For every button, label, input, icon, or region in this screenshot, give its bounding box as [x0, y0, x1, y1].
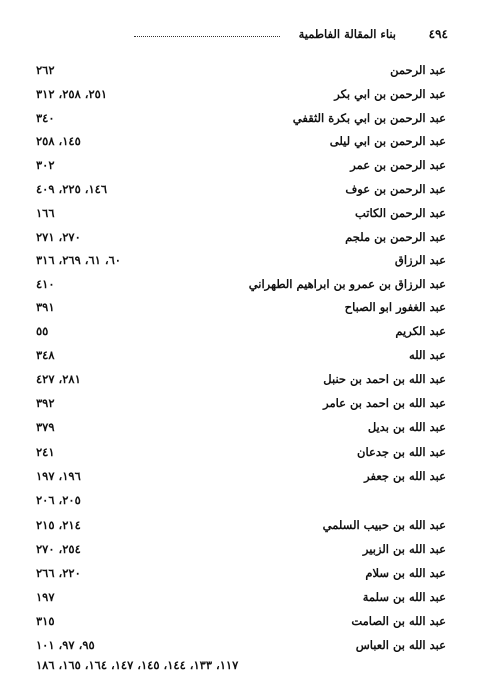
entry-page-numbers: ١١٧، ١٣٣، ١٤٤، ١٤٥، ١٤٧، ١٦٤، ١٦٥، ١٨٦ [36, 658, 239, 672]
entry-page-numbers: ٢٥١، ٢٥٨، ٣١٢ [36, 87, 108, 101]
entry-name: عبد الرحمن [390, 63, 446, 77]
running-title: بناء المقالة الفاطمية [298, 27, 396, 41]
entry-name: عبد الله [408, 348, 446, 362]
entry-page-numbers: ٥٥ [36, 324, 49, 338]
entry-page-numbers: ٣٧٩ [36, 420, 55, 434]
entry-name: عبد الله بن سلمة [362, 590, 446, 604]
entry-page-numbers: ٣٩٢ [36, 396, 55, 410]
index-entry [36, 253, 446, 271]
entry-name: عبد الرحمن بن عوف [345, 182, 446, 196]
index-entry [36, 182, 446, 200]
index-entry [36, 111, 446, 129]
index-entry [36, 87, 446, 105]
entry-name: عبد الله بن جدعان [357, 445, 446, 459]
index-entry [36, 493, 446, 511]
header-dotted-leader [134, 36, 280, 37]
entry-name: عبد الكريم [395, 324, 446, 338]
entry-page-numbers: ٢٨١، ٤٢٧ [36, 372, 81, 386]
entry-page-numbers: ١٩٧ [36, 590, 55, 604]
entry-name: عبد الرحمن بن ابي ليلى [329, 134, 446, 148]
entry-page-numbers: ٣١٥ [36, 614, 55, 628]
page-header [34, 27, 448, 43]
index-entry [36, 372, 446, 390]
index-entry [36, 566, 446, 584]
entry-name: عبد الرحمن بن ملجم [345, 230, 446, 244]
entry-name: عبد الله بن احمد بن حنبل [323, 372, 446, 386]
entry-page-numbers: ٢٥٤، ٢٧٠ [36, 542, 81, 556]
entry-name: عبد الرزاق [394, 253, 446, 267]
entry-page-numbers: ١٦٦ [36, 206, 55, 220]
entry-name: عبد الله بن جعفر [364, 469, 446, 483]
entry-name: عبد الله بن الصامت [351, 614, 446, 628]
entry-page-numbers: ١٩٦، ١٩٧ [36, 469, 81, 483]
index-entry [36, 445, 446, 463]
entry-name: عبد الله بن سلام [365, 566, 446, 580]
index-entry [36, 658, 446, 676]
entry-page-numbers: ٩٥، ٩٧، ١٠١ [36, 638, 95, 652]
entry-page-numbers: ٢٤١ [36, 445, 55, 459]
index-entry [36, 542, 446, 560]
entry-name: عبد الغفور ابو الصباح [344, 300, 446, 314]
entry-page-numbers: ٢١٤، ٢١٥ [36, 518, 81, 532]
index-entry [36, 277, 446, 295]
entry-name: عبد الله بن الزبير [362, 542, 446, 556]
index-entry [36, 134, 446, 152]
entry-page-numbers: ٢٧٠، ٢٧١ [36, 230, 81, 244]
index-entry [36, 469, 446, 487]
entry-page-numbers: ٣٤٨ [36, 348, 55, 362]
entry-page-numbers: ٤١٠ [36, 277, 55, 291]
index-entry [36, 348, 446, 366]
entry-page-numbers: ٢٢٠، ٢٦٦ [36, 566, 81, 580]
entry-page-numbers: ٣٤٠ [36, 111, 55, 125]
index-entry [36, 396, 446, 414]
page-number: ٤٩٤ [428, 27, 448, 41]
index-entry [36, 590, 446, 608]
index-entry [36, 614, 446, 632]
index-entry [36, 300, 446, 318]
index-entry [36, 230, 446, 248]
index-entry [36, 518, 446, 536]
entry-name: عبد الله بن حبيب السلمي [322, 518, 446, 532]
entry-name: عبد الرحمن بن ابي بكر [334, 87, 446, 101]
index-entry [36, 324, 446, 342]
entry-page-numbers: ٦٠، ٦١، ٢٦٩، ٣١٦ [36, 253, 121, 267]
entry-name: عبد الرزاق بن عمرو بن ابراهيم الطهراني [248, 277, 446, 291]
entry-page-numbers: ٣٠٢ [36, 158, 55, 172]
entry-name: عبد الله بن احمد بن عامر [323, 396, 446, 410]
index-entry [36, 158, 446, 176]
entry-name: عبد الرحمن بن ابي بكرة الثقفي [292, 111, 446, 125]
entry-page-numbers: ٣٩١ [36, 300, 55, 314]
index-entry [36, 63, 446, 81]
entry-name: عبد الرحمن الكاتب [355, 206, 446, 220]
index-entry [36, 420, 446, 438]
entry-page-numbers: ٢٦٢ [36, 63, 55, 77]
entry-name: عبد الرحمن بن عمر [350, 158, 446, 172]
entry-page-numbers: ٢٠٥، ٢٠٦ [36, 493, 81, 507]
entry-page-numbers: ١٤٥، ٢٥٨ [36, 134, 81, 148]
entry-name: عبد الله بن العباس [355, 638, 446, 652]
entry-name: عبد الله بن بديل [367, 420, 446, 434]
index-entry [36, 206, 446, 224]
index-entry [36, 638, 446, 656]
entry-page-numbers: ١٤٦، ٢٢٥، ٤٠٩ [36, 182, 108, 196]
